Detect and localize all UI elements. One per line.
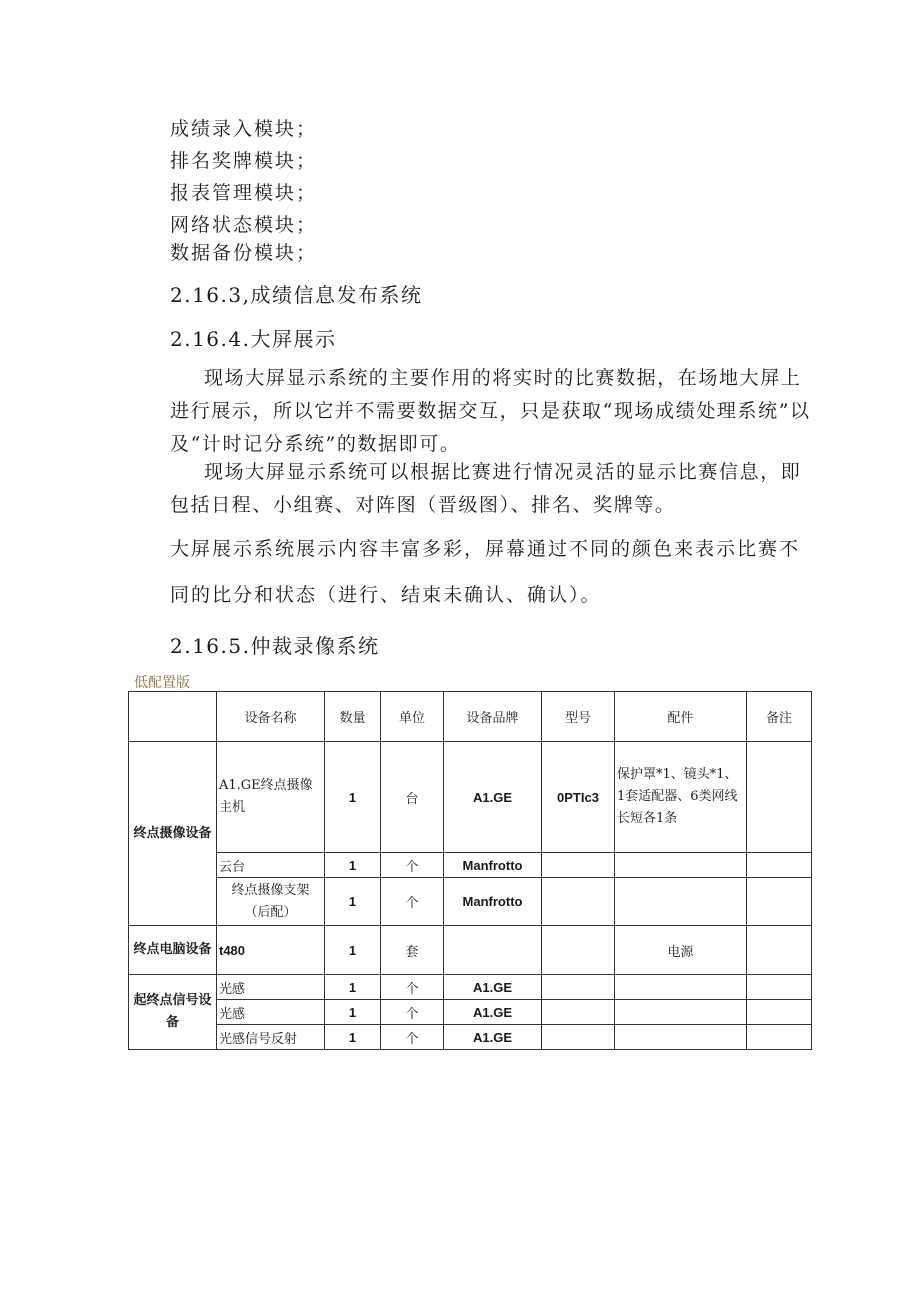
brand-cell: Manfrotto bbox=[444, 878, 542, 926]
device-name-cell: 光感信号反射 bbox=[217, 1025, 325, 1050]
device-name-cell: 光感 bbox=[217, 1000, 325, 1025]
model-cell: 0PTIc3 bbox=[542, 742, 615, 853]
unit-cell: 个 bbox=[381, 1025, 444, 1050]
accessories-cell bbox=[615, 1025, 747, 1050]
note-cell bbox=[747, 853, 812, 878]
note-cell bbox=[747, 878, 812, 926]
unit-cell: 套 bbox=[381, 926, 444, 975]
qty-cell: 1 bbox=[325, 926, 381, 975]
qty-cell: 1 bbox=[325, 1000, 381, 1025]
accessories-cell bbox=[615, 1000, 747, 1025]
model-cell bbox=[542, 1000, 615, 1025]
brand-cell: A1.GE bbox=[444, 975, 542, 1000]
note-cell bbox=[747, 975, 812, 1000]
group-cell: 终点摄像设备 bbox=[129, 742, 217, 926]
accessories-cell bbox=[615, 853, 747, 878]
device-name-cell: 云台 bbox=[217, 853, 325, 878]
model-cell bbox=[542, 1025, 615, 1050]
model-cell bbox=[542, 975, 615, 1000]
unit-cell: 台 bbox=[381, 742, 444, 853]
brand-cell: A1.GE bbox=[444, 742, 542, 853]
accessories-cell bbox=[615, 878, 747, 926]
table-row bbox=[129, 853, 812, 878]
brand-cell bbox=[444, 926, 542, 975]
unit-cell: 个 bbox=[381, 878, 444, 926]
table-row bbox=[129, 742, 812, 853]
note-cell bbox=[747, 1000, 812, 1025]
module-item: 成绩录入模块； bbox=[170, 118, 318, 140]
device-name-cell: 终点摄像支架（后配） bbox=[217, 878, 325, 926]
qty-cell: 1 bbox=[325, 853, 381, 878]
header-cell: 单位 bbox=[381, 692, 444, 742]
table-row bbox=[129, 878, 812, 926]
section-heading-2-16-3: 2.16.3,成绩信息发布系统 bbox=[170, 283, 423, 307]
qty-cell: 1 bbox=[325, 742, 381, 853]
header-cell: 数量 bbox=[325, 692, 381, 742]
note-cell bbox=[747, 926, 812, 975]
device-name-cell: t480 bbox=[217, 926, 325, 975]
paragraph-big-screen-content: 现场大屏显示系统可以根据比赛进行情况灵活的显示比赛信息，即包括日程、小组赛、对阵图（晋级图）、排名、奖牌等。 bbox=[170, 461, 802, 516]
table-row bbox=[129, 926, 812, 975]
paragraph-big-screen-purpose: 现场大屏显示系统的主要作用的将实时的比赛数据，在场地大屏上进行展示，所以它并不需要数据交互，只是获取“现场成绩处理系统”以及“计时记分系统”的数据即可。 bbox=[170, 367, 811, 455]
table-header-row bbox=[129, 692, 812, 742]
header-cell: 型号 bbox=[542, 692, 615, 742]
header-cell: 配件 bbox=[615, 692, 747, 742]
unit-cell: 个 bbox=[381, 975, 444, 1000]
accessories-cell bbox=[615, 975, 747, 1000]
header-cell: 备注 bbox=[747, 692, 812, 742]
brand-cell: A1.GE bbox=[444, 1025, 542, 1050]
header-cell bbox=[129, 692, 217, 742]
table-caption: 低配置版 bbox=[134, 675, 190, 691]
section-heading-2-16-4: 2.16.4.大屏展示 bbox=[170, 327, 337, 351]
section-heading-2-16-5: 2.16.5.仲裁录像系统 bbox=[170, 634, 380, 658]
accessories-cell: 保护罩*1、镜头*1、1套适配器、6类网线长短各1条 bbox=[615, 742, 747, 853]
brand-cell: A1.GE bbox=[444, 1000, 542, 1025]
table-row bbox=[129, 1025, 812, 1050]
header-cell: 设备品牌 bbox=[444, 692, 542, 742]
module-item: 排名奖牌模块； bbox=[170, 150, 318, 172]
qty-cell: 1 bbox=[325, 975, 381, 1000]
qty-cell: 1 bbox=[325, 878, 381, 926]
module-item: 报表管理模块； bbox=[170, 182, 318, 204]
accessories-cell: 电源 bbox=[615, 926, 747, 975]
unit-cell: 个 bbox=[381, 853, 444, 878]
model-cell bbox=[542, 853, 615, 878]
table-row bbox=[129, 1000, 812, 1025]
qty-cell: 1 bbox=[325, 1025, 381, 1050]
module-item: 数据备份模块； bbox=[170, 242, 318, 264]
unit-cell: 个 bbox=[381, 1000, 444, 1025]
group-cell: 起终点信号设备 bbox=[129, 975, 217, 1050]
paragraph-big-screen-colors-cont: 同的比分和状态（进行、结束未确认、确认）。 bbox=[170, 584, 602, 606]
model-cell bbox=[542, 926, 615, 975]
group-cell: 终点电脑设备 bbox=[129, 926, 217, 975]
table-row bbox=[129, 975, 812, 1000]
equipment-table bbox=[128, 691, 812, 1050]
paragraph-big-screen-colors: 大屏展示系统展示内容丰富多彩，屏幕通过不同的颜色来表示比赛不 bbox=[170, 538, 801, 560]
note-cell bbox=[747, 742, 812, 853]
device-name-cell: 光感 bbox=[217, 975, 325, 1000]
model-cell bbox=[542, 878, 615, 926]
module-item: 网络状态模块； bbox=[170, 214, 318, 236]
device-name-cell: A1.GE终点摄像主机 bbox=[217, 742, 325, 853]
header-cell: 设备名称 bbox=[217, 692, 325, 742]
note-cell bbox=[747, 1025, 812, 1050]
brand-cell: Manfrotto bbox=[444, 853, 542, 878]
